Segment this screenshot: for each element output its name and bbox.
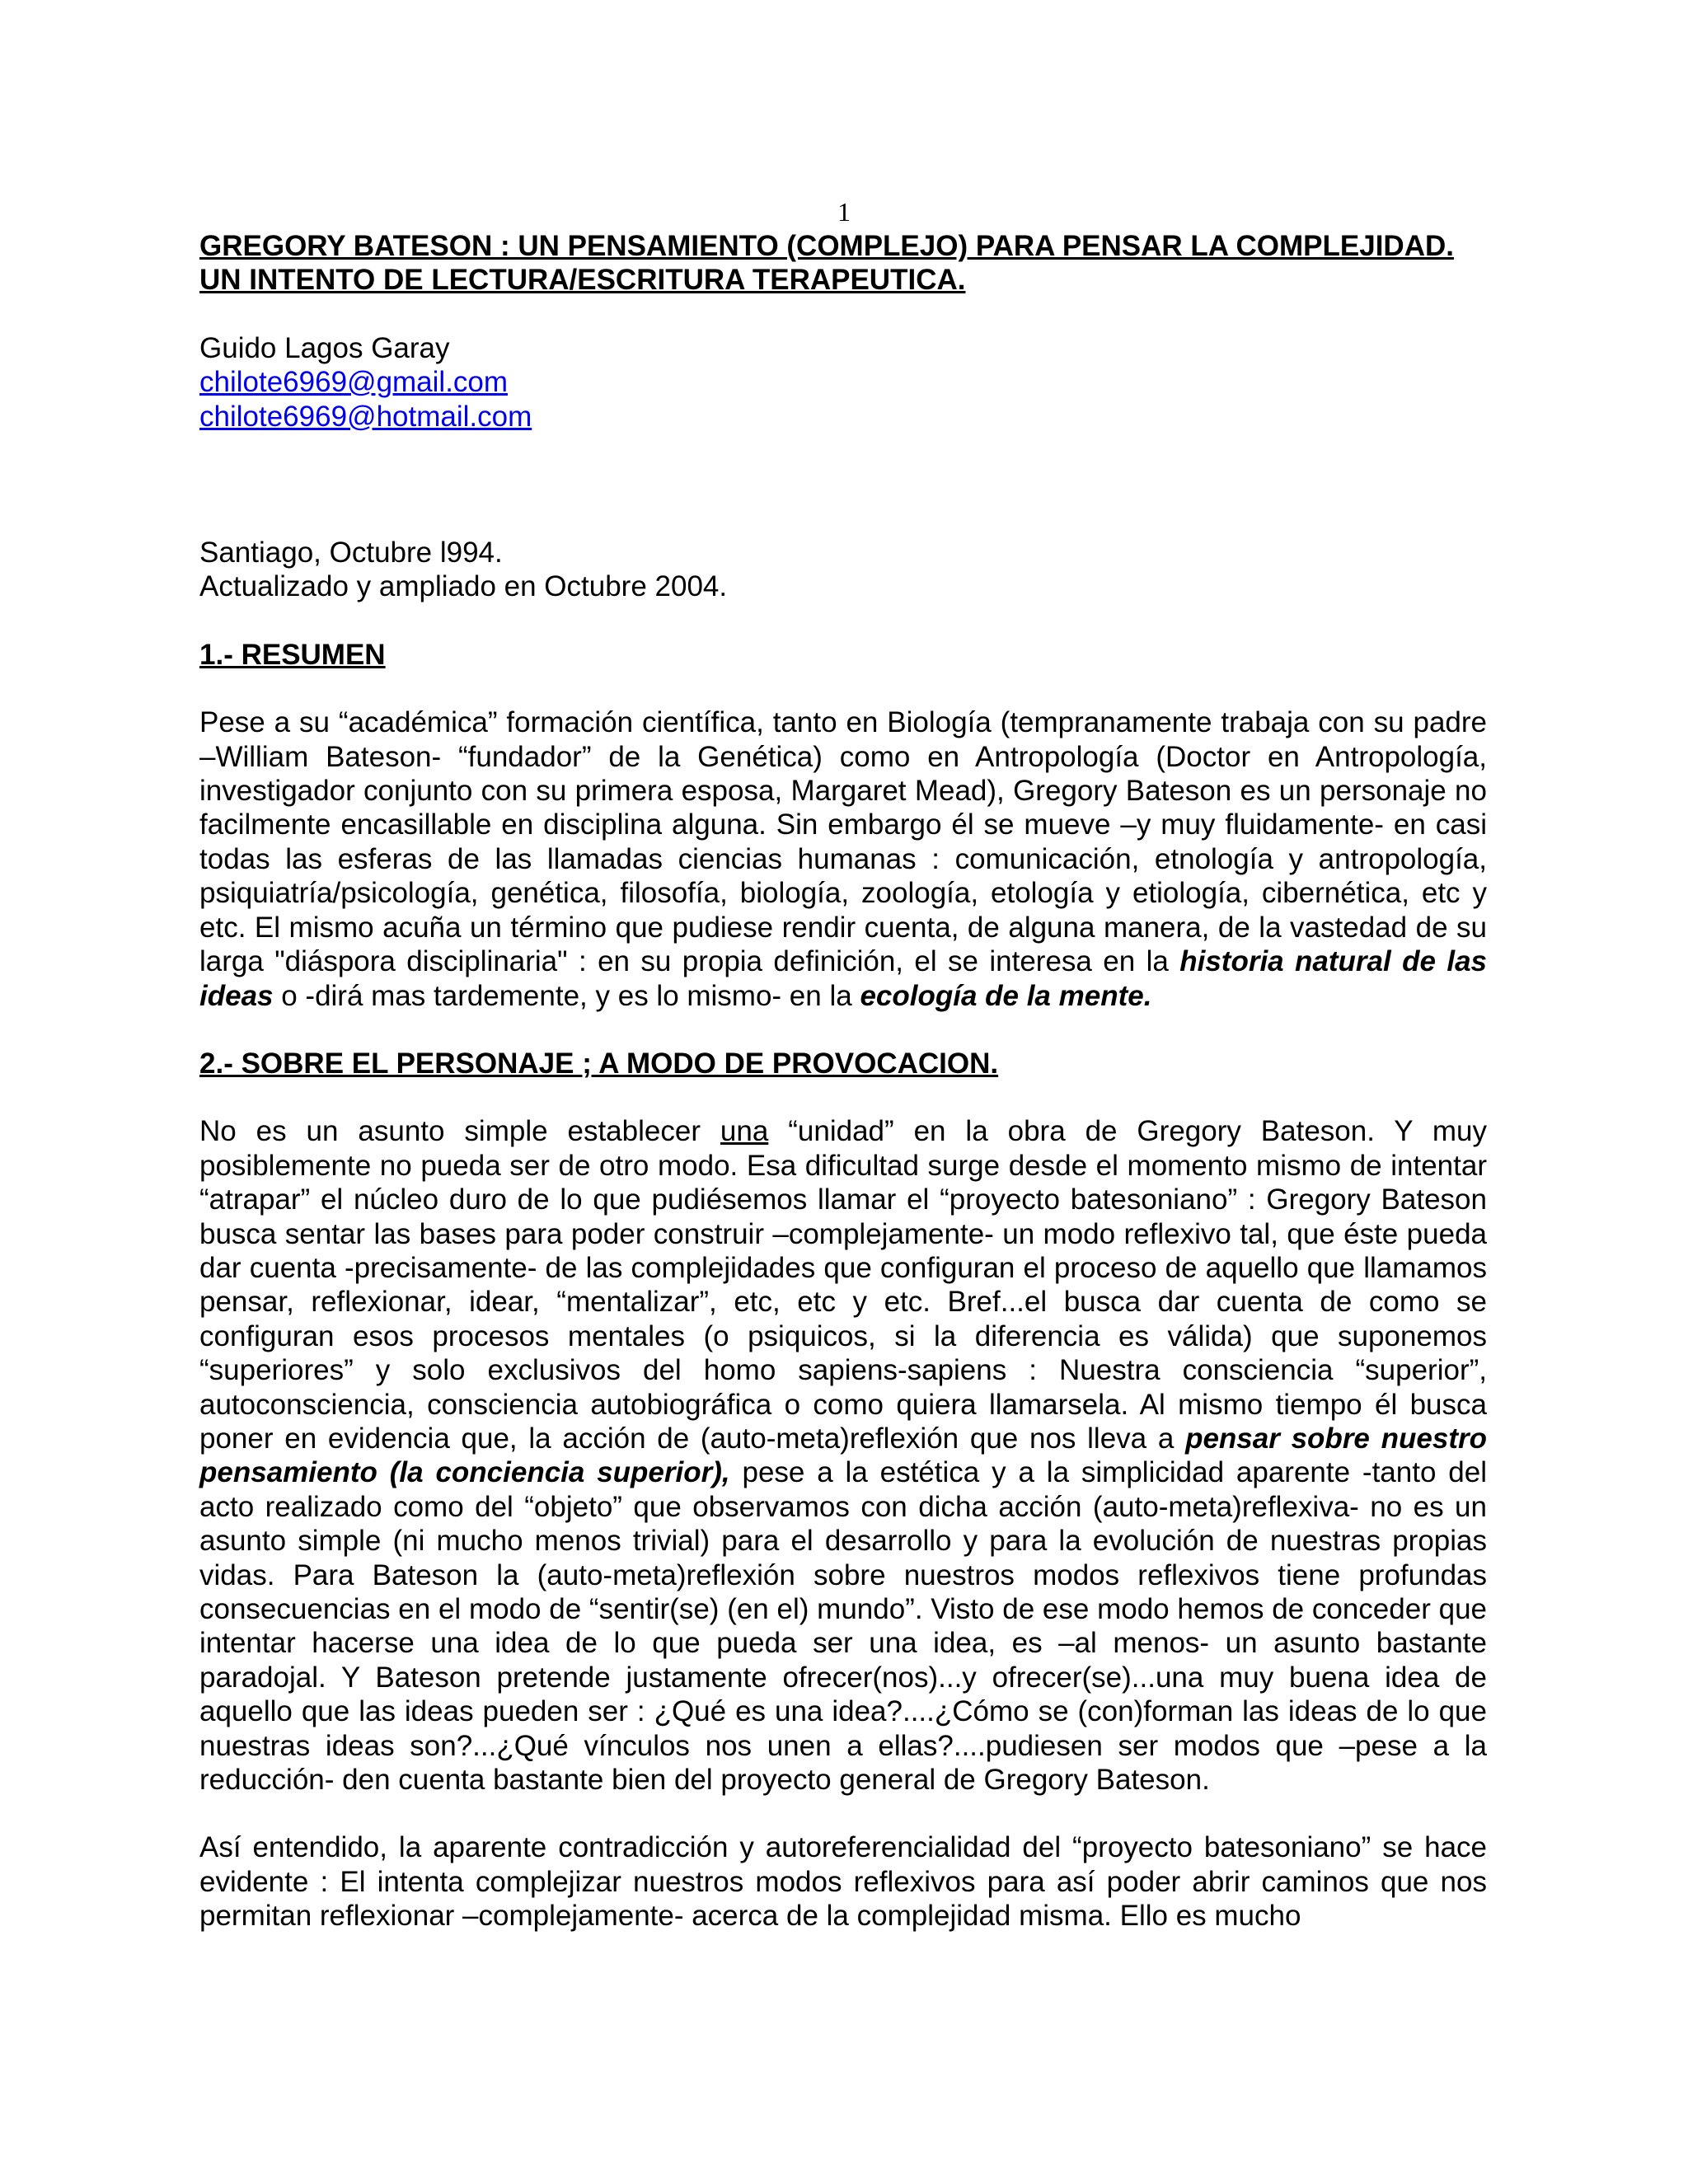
document-title: GREGORY BATESON : UN PENSAMIENTO (COMPLEJO) PARA PENSAR LA COMPLEJIDAD. UN INTENTO DE LECTURA/ESCRITURA TERAPEUTICA. <box>199 230 1454 297</box>
place-date: Santiago, Octubre l994. <box>199 537 503 569</box>
personaje-paragraph-1 <box>199 1114 1487 1797</box>
email-link-hotmail[interactable]: chilote6969@hotmail.com <box>199 400 532 433</box>
resumen-text-b: o -dirá mas tardemente, y es lo mismo- en la <box>273 979 860 1012</box>
dateline <box>199 536 1487 604</box>
section-heading-resumen: 1.- RESUMEN <box>199 638 386 671</box>
resumen-emphasis-historia: historia natural de las ideas <box>199 945 1487 1012</box>
page-number: 1 <box>837 197 851 227</box>
personaje-text-b: “unidad” en la obra de Gregory Bateson. Y muy posiblemente no pueda ser de otro modo. Esa dificultad surge desde el momento mismo de intentar “atrapar” el núcleo duro de lo que pudiésemos llamar el “proyecto batesoniano” : Gregory Bateson busca sentar las bases para poder construir –complejamente- un modo reflexivo tal, que éste pueda dar cuenta -precisamente- de las complejidades que configuran el proceso de aquello que llamamos pensar, reflexionar, idear, “mentalizar”, etc, etc y etc. Bref...el busca dar cuenta de como se configuran esos procesos mentales (o psiquicos, si la diferencia es válida) que suponemos “superiores” y solo exclusivos del homo sapiens-sapiens : Nuestra consciencia “superior”, autoconsciencia, consciencia autobiográfica o como quiera llamarsela. Al mismo tiempo él busca poner en evidencia que, la acción de (auto-meta)reflexión que nos lleva a <box>199 1115 1488 1455</box>
document-body <box>199 229 1487 1933</box>
resumen-paragraph <box>199 705 1487 1013</box>
personaje-underlined-una: una <box>720 1115 769 1148</box>
resumen-text-a: Pese a su “académica” formación científica, tanto en Biología (tempranamente trabaja con su padre –William Bateson- “fundador” de la Genética) como en Antropología (Doctor en Antropología, investigador conjunto con su primera esposa, Margaret Mead), Gregory Bateson es un personaje no facilmente encasillable en disciplina alguna. Sin embargo él se mueve –y muy fluidamente- en casi todas las esferas de las llamadas ciencias humanas : comunicación, etnología y antropología, psiquiatría/psicología, genética, filosofía, biología, zoología, etología y etiología, cibernética, etc y etc. El mismo acuña un término que pudiese rendir cuenta, de alguna manera, de la vastedad de su larga "diáspora disciplinaria" : en su propia definición, el se interesa en la <box>199 706 1487 978</box>
author-name: Guido Lagos Garay <box>199 331 450 364</box>
personaje-paragraph-2: Así entendido, la aparente contradicción y autoreferencialidad del “proyecto batesoniano” se hace evidente : El intenta complejizar nuestros modos reflexivos para así poder abrir caminos que nos permitan reflexionar –complejamente- acerca de la complejidad misma. Ello es mucho <box>199 1831 1487 1933</box>
section-heading-personaje: 2.- SOBRE EL PERSONAJE ; A MODO DE PROVOCACION. <box>199 1047 999 1080</box>
updated-note: Actualizado y ampliado en Octubre 2004. <box>199 570 728 603</box>
resumen-emphasis-ecologia: ecología de la mente. <box>860 979 1152 1012</box>
personaje-text-a: No es un asunto simple establecer <box>199 1115 720 1148</box>
personaje-text-c: pese a la estética y a la simplicidad aparente -tanto del acto realizado como del “objeto” que observamos con dicha acción (auto-meta)reflexiva- no es un asunto simple (ni mucho menos trivial) para el desarrollo y para la evolución de nuestras propias vidas. Para Bateson la (auto-meta)reflexión sobre nuestros modos reflexivos tiene profundas consecuencias en el modo de “sentir(se) (en el) mundo”. Visto de ese modo hemos de conceder que intentar hacerse una idea de lo que pueda ser una idea, es –al menos- un asunto bastante paradojal. Y Bateson pretende justamente ofrecer(nos)...y ofrecer(se)...una muy buena idea de aquello que las ideas pueden ser : ¿Qué es una idea?....¿Cómo se (con)forman las ideas de lo que nuestras ideas son?...¿Qué vínculos nos unen a ellas?....pudiesen ser modos que –pese a la reducción- den cuenta bastante bien del proyecto general de Gregory Bateson. <box>199 1456 1487 1797</box>
personaje-emphasis-pensar: pensar sobre nuestro pensamiento (la conciencia superior), <box>199 1422 1487 1489</box>
author-block <box>199 331 1487 434</box>
email-link-gmail[interactable]: chilote6969@gmail.com <box>199 366 509 399</box>
